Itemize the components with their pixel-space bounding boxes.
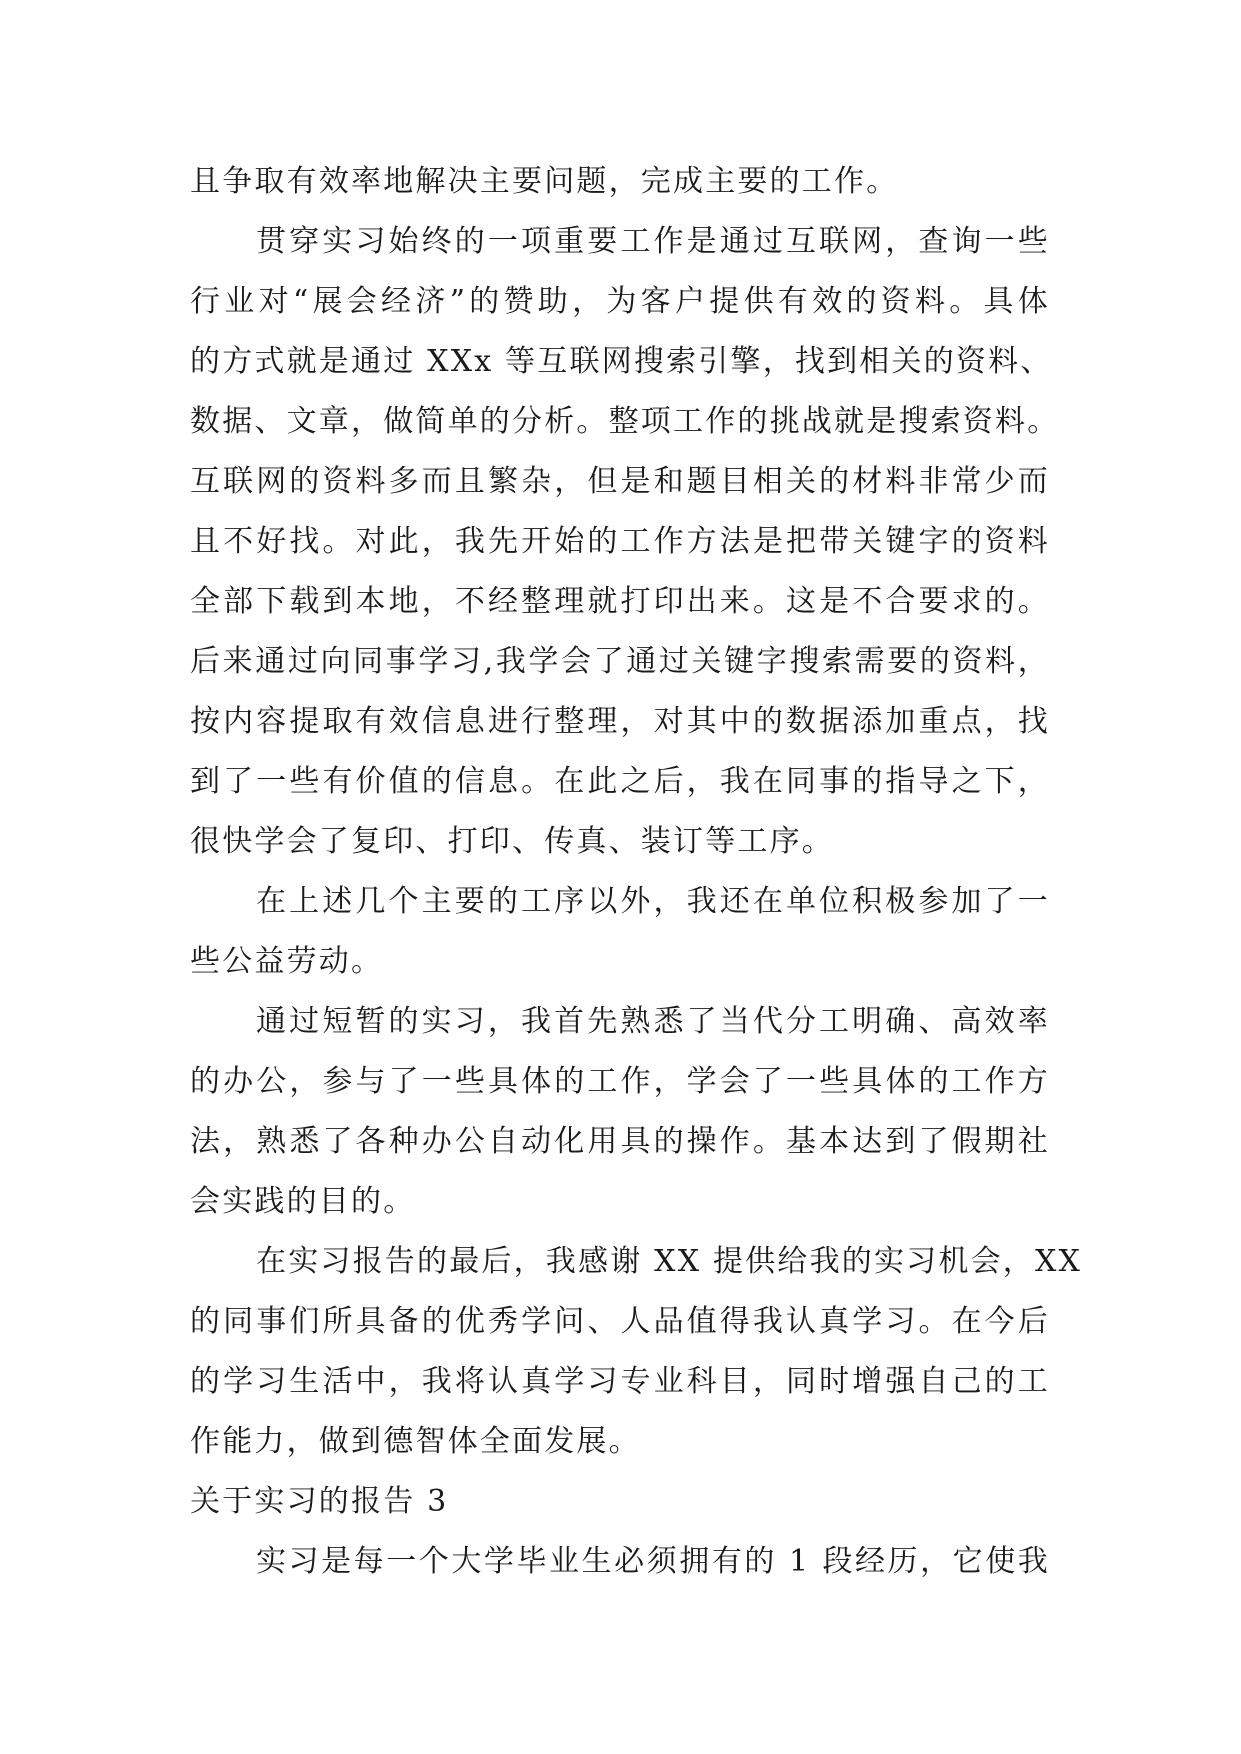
text-line: 的办公，参与了一些具体的工作，学会了一些具体的工作方: [190, 1064, 1050, 1099]
text-line: 在上述几个主要的工序以外，我还在单位积极参加了一: [256, 884, 1050, 919]
text-line: 后来通过向同事学习,我学会了通过关键字搜索需要的资料，: [190, 644, 1050, 679]
text-line: 贯穿实习始终的一项重要工作是通过互联网，查询一些: [256, 224, 1050, 259]
text-line: 法，熟悉了各种办公自动化用具的操作。基本达到了假期社: [190, 1124, 1050, 1159]
text-line: 些公益劳动。: [190, 944, 384, 979]
text-line: 通过短暂的实习，我首先熟悉了当代分工明确、高效率: [256, 1004, 1050, 1039]
text-line: 行业对“展会经济”的赞助，为客户提供有效的资料。具体: [190, 284, 1050, 319]
section-heading: 关于实习的报告 3: [190, 1484, 449, 1519]
text-line: 到了一些有价值的信息。在此之后，我在同事的指导之下，: [190, 764, 1050, 799]
text-line: 实习是每一个大学毕业生必须拥有的 1 段经历，它使我: [256, 1544, 1050, 1579]
text-line: 的学习生活中，我将认真学习专业科目，同时增强自己的工: [190, 1364, 1050, 1399]
text-line: 的同事们所具备的优秀学问、人品值得我认真学习。在今后: [190, 1304, 1050, 1339]
text-line: 的方式就是通过 XXx 等互联网搜索引擎，找到相关的资料、: [190, 344, 1053, 379]
text-line: 全部下载到本地，不经整理就打印出来。这是不合要求的。: [190, 584, 1050, 619]
document-body: [190, 152, 1083, 1592]
text-line: 数据、文章，做简单的分析。整项工作的挑战就是搜索资料。: [190, 404, 1060, 439]
text-line: 在实习报告的最后，我感谢 XX 提供给我的实习机会，XX: [256, 1244, 1083, 1279]
text-line: 会实践的目的。: [190, 1184, 416, 1219]
text-line: 且不好找。对此，我先开始的工作方法是把带关键字的资料: [190, 524, 1050, 559]
text-line: 很快学会了复印、打印、传真、装订等工序。: [190, 824, 834, 859]
text-line: 按内容提取有效信息进行整理，对其中的数据添加重点，找: [190, 704, 1050, 739]
text-line: 互联网的资料多而且繁杂，但是和题目相关的材料非常少而: [190, 464, 1050, 499]
text-line: 作能力，做到德智体全面发展。: [190, 1424, 641, 1459]
text-line: 且争取有效率地解决主要问题，完成主要的工作。: [190, 164, 899, 199]
